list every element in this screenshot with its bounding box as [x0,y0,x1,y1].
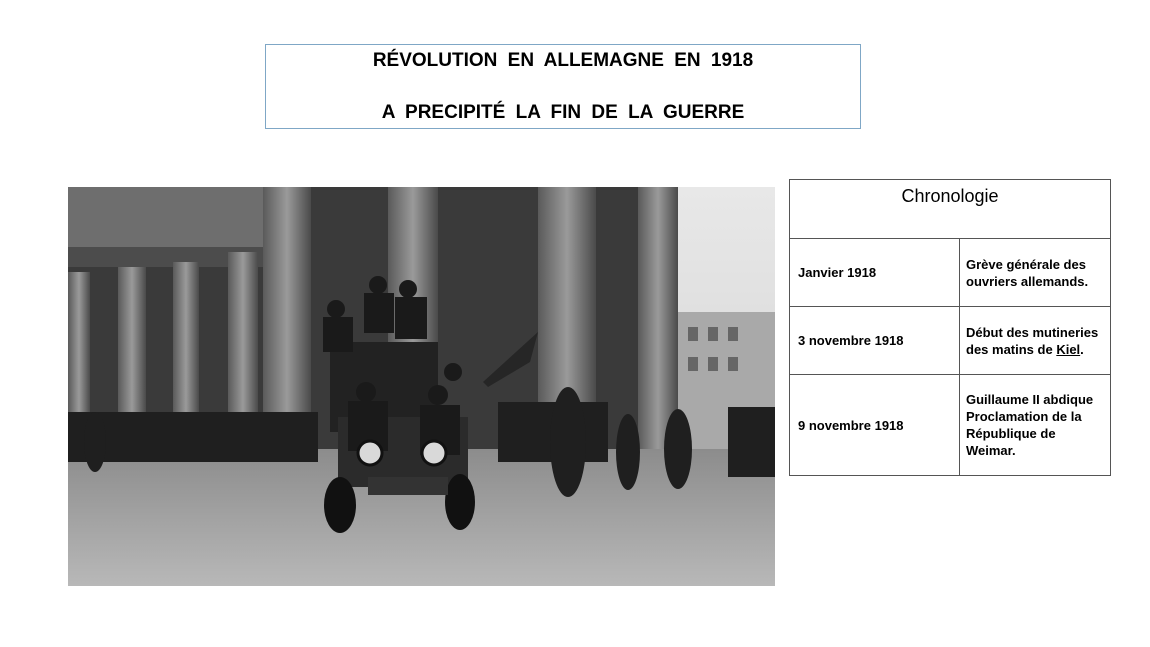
row-event [960,239,1111,307]
table-row [790,307,1111,375]
table-row [790,239,1111,307]
event-line-suffix: . [1080,341,1084,357]
historical-photo [68,187,775,586]
row-event [960,307,1111,375]
event-line: Début des mutineries [966,324,1099,340]
event-line: Proclamation de la [966,409,1082,424]
row-date: 9 novembre 1918 [790,375,960,476]
table-row [790,375,1111,476]
event-line-prefix: des matins de [966,341,1057,357]
event-line: ouvriers allemands. [966,273,1089,289]
chronology-table [789,179,1111,476]
chronology-header: Chronologie [790,180,1111,239]
event-line: Grève générale des [966,256,1086,272]
title-line-2: A PRECIPITÉ LA FIN DE LA GUERRE [381,102,745,123]
event-line: République de [966,426,1056,441]
event-line: Weimar. [966,443,1016,458]
slide-title-box [265,44,861,129]
row-date: Janvier 1918 [790,239,960,307]
event-line: Guillaume II abdique [966,392,1094,407]
title-line-1: RÉVOLUTION EN ALLEMAGNE EN 1918 [372,50,754,71]
row-date: 3 novembre 1918 [790,307,960,375]
row-event [960,375,1111,476]
kiel-link[interactable]: Kiel [1056,341,1081,357]
